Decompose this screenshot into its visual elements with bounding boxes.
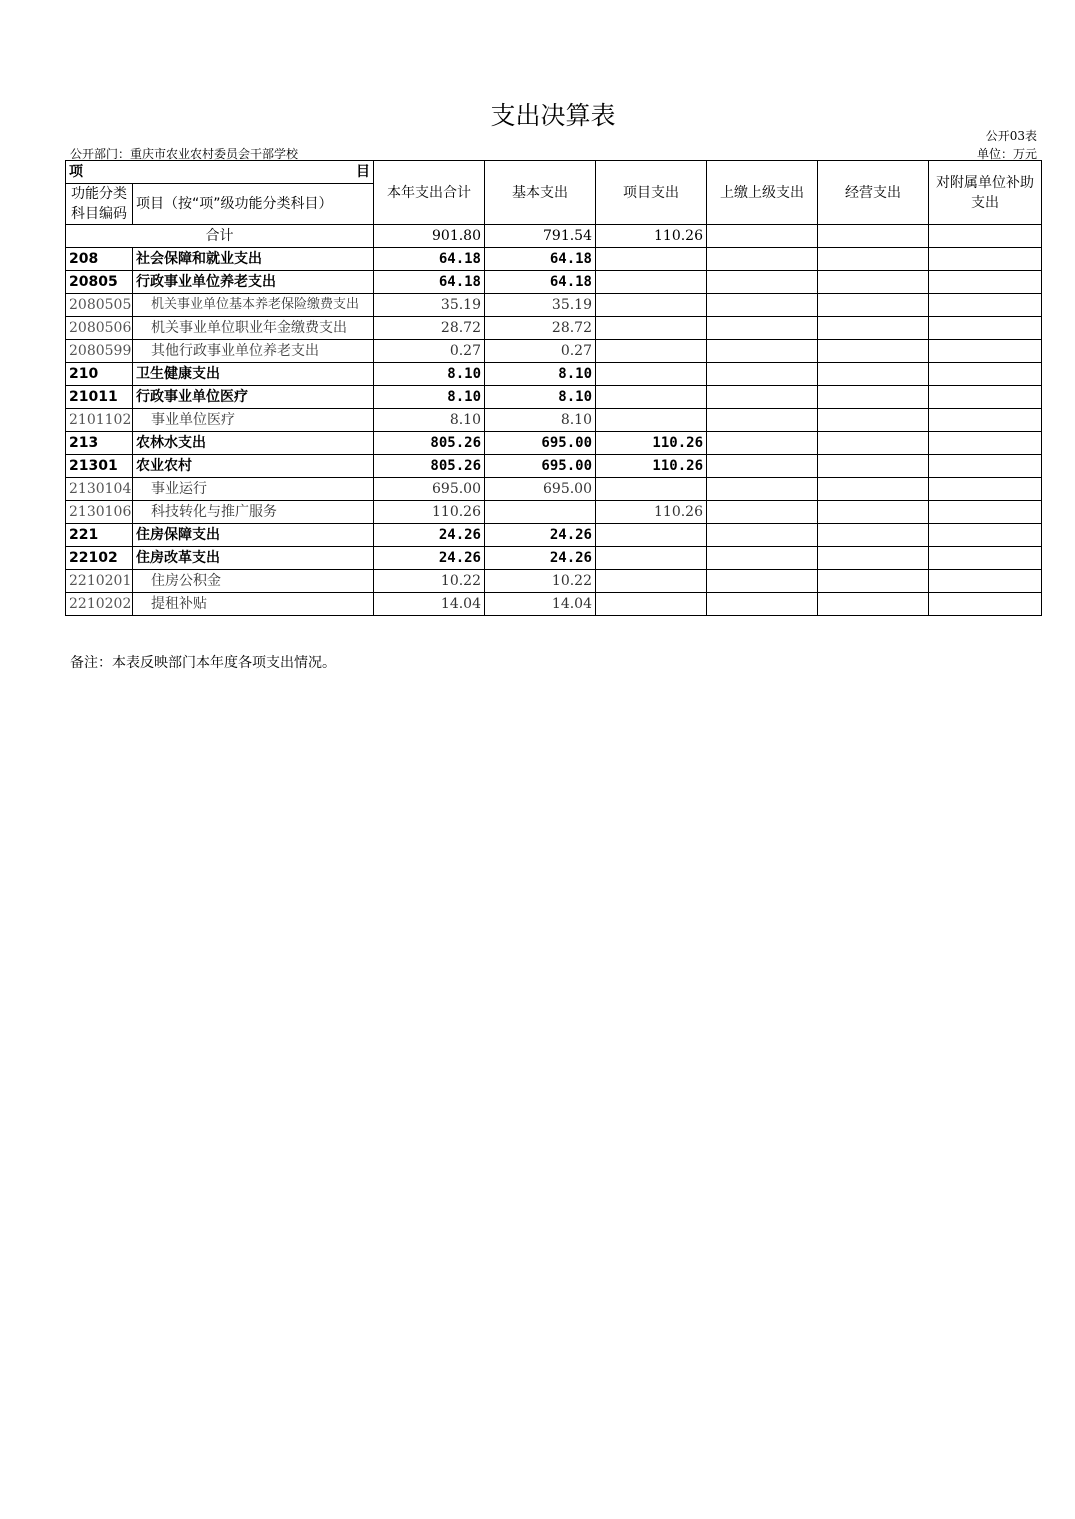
row-basic: 10.22: [485, 570, 596, 593]
row-subsidy: [929, 570, 1042, 593]
header-project: 项目支出: [596, 161, 707, 225]
footnote: 备注：本表反映部门本年度各项支出情况。: [70, 655, 336, 671]
row-upper: [707, 248, 818, 271]
row-total: 8.10: [374, 409, 485, 432]
row-basic: 695.00: [485, 478, 596, 501]
row-project: [596, 570, 707, 593]
row-total: 110.26: [374, 501, 485, 524]
row-upper: [707, 340, 818, 363]
row-subsidy: [929, 478, 1042, 501]
row-code: 213: [66, 432, 133, 455]
row-name: 提租补贴: [133, 593, 374, 616]
table-row: [66, 363, 1042, 386]
row-subsidy: [929, 593, 1042, 616]
table-row: [66, 524, 1042, 547]
table-row: [66, 478, 1042, 501]
row-subsidy: [929, 248, 1042, 271]
row-code: 2130104: [66, 478, 133, 501]
row-name: 事业单位医疗: [133, 409, 374, 432]
row-project: [596, 317, 707, 340]
row-project: [596, 340, 707, 363]
row-code: 21011: [66, 386, 133, 409]
row-total: 14.04: [374, 593, 485, 616]
row-name: 住房公积金: [133, 570, 374, 593]
header-xiang: 项: [69, 164, 83, 180]
row-basic: 8.10: [485, 363, 596, 386]
table-row: [66, 409, 1042, 432]
row-project: 110.26: [596, 455, 707, 478]
row-upper: [707, 317, 818, 340]
row-name: 卫生健康支出: [133, 363, 374, 386]
row-name: 住房改革支出: [133, 547, 374, 570]
table-row: [66, 570, 1042, 593]
row-total: 10.22: [374, 570, 485, 593]
row-subsidy: [929, 317, 1042, 340]
row-basic: 695.00: [485, 455, 596, 478]
table-row: [66, 317, 1042, 340]
row-name: 社会保障和就业支出: [133, 248, 374, 271]
table-row: [66, 294, 1042, 317]
row-business: [818, 317, 929, 340]
row-basic: 14.04: [485, 593, 596, 616]
row-basic: 0.27: [485, 340, 596, 363]
row-name: 农林水支出: [133, 432, 374, 455]
header-code: 功能分类科目编码: [66, 184, 133, 225]
row-upper: [707, 409, 818, 432]
row-code: 22102: [66, 547, 133, 570]
row-subsidy: [929, 340, 1042, 363]
row-project: [596, 593, 707, 616]
row-subsidy: [929, 386, 1042, 409]
header-name: 项目（按“项”级功能分类科目）: [133, 184, 374, 225]
row-subsidy: [929, 547, 1042, 570]
row-basic: 64.18: [485, 271, 596, 294]
row-subsidy: [929, 409, 1042, 432]
table-row: [66, 248, 1042, 271]
table-row: [66, 340, 1042, 363]
row-total: 24.26: [374, 524, 485, 547]
row-project: [596, 524, 707, 547]
header-subsidy: 对附属单位补助支出: [929, 161, 1042, 225]
row-total: 8.10: [374, 363, 485, 386]
row-upper: [707, 501, 818, 524]
table-row: [66, 593, 1042, 616]
header-xiangmu: [66, 161, 374, 184]
header-upper: 上缴上级支出: [707, 161, 818, 225]
header-business: 经营支出: [818, 161, 929, 225]
row-upper: [707, 455, 818, 478]
total-basic: 791.54: [485, 225, 596, 248]
row-basic: 695.00: [485, 432, 596, 455]
table-row: [66, 432, 1042, 455]
row-subsidy: [929, 271, 1042, 294]
row-total: 805.26: [374, 455, 485, 478]
row-basic: 24.26: [485, 524, 596, 547]
row-name: 行政事业单位医疗: [133, 386, 374, 409]
row-basic: 24.26: [485, 547, 596, 570]
row-name: 科技转化与推广服务: [133, 501, 374, 524]
row-business: [818, 340, 929, 363]
row-project: [596, 478, 707, 501]
row-basic: 8.10: [485, 386, 596, 409]
table-row: [66, 386, 1042, 409]
row-name: 事业运行: [133, 478, 374, 501]
row-project: 110.26: [596, 501, 707, 524]
row-business: [818, 478, 929, 501]
row-code: 210: [66, 363, 133, 386]
row-total: 805.26: [374, 432, 485, 455]
row-business: [818, 501, 929, 524]
row-code: 20805: [66, 271, 133, 294]
row-basic: [485, 501, 596, 524]
row-upper: [707, 570, 818, 593]
row-upper: [707, 363, 818, 386]
row-upper: [707, 432, 818, 455]
row-business: [818, 409, 929, 432]
header-mu: 目: [356, 164, 370, 180]
department-label: 公开部门：重庆市农业农村委员会干部学校: [70, 147, 299, 161]
row-project: [596, 409, 707, 432]
row-code: 2210201: [66, 570, 133, 593]
row-subsidy: [929, 455, 1042, 478]
row-name: 机关事业单位职业年金缴费支出: [133, 317, 374, 340]
row-business: [818, 593, 929, 616]
row-total: 64.18: [374, 271, 485, 294]
row-code: 2130106: [66, 501, 133, 524]
table-row: [66, 547, 1042, 570]
header-row-1: [66, 161, 1042, 184]
row-basic: 64.18: [485, 248, 596, 271]
row-code: 2080599: [66, 340, 133, 363]
row-project: [596, 547, 707, 570]
unit-label: 单位：万元: [976, 147, 1037, 161]
row-upper: [707, 386, 818, 409]
row-upper: [707, 294, 818, 317]
row-total: 695.00: [374, 478, 485, 501]
row-project: 110.26: [596, 432, 707, 455]
total-label: 合计: [66, 225, 374, 248]
row-business: [818, 570, 929, 593]
total-project: 110.26: [596, 225, 707, 248]
row-upper: [707, 524, 818, 547]
total-upper: [707, 225, 818, 248]
row-name: 其他行政事业单位养老支出: [133, 340, 374, 363]
row-total: 24.26: [374, 547, 485, 570]
row-subsidy: [929, 524, 1042, 547]
row-total: 28.72: [374, 317, 485, 340]
row-project: [596, 271, 707, 294]
form-number: 公开03表: [985, 129, 1037, 143]
row-upper: [707, 547, 818, 570]
row-total: 64.18: [374, 248, 485, 271]
row-subsidy: [929, 363, 1042, 386]
table-row: [66, 501, 1042, 524]
row-upper: [707, 593, 818, 616]
row-total: 0.27: [374, 340, 485, 363]
row-basic: 8.10: [485, 409, 596, 432]
row-project: [596, 363, 707, 386]
row-business: [818, 363, 929, 386]
row-subsidy: [929, 432, 1042, 455]
row-upper: [707, 271, 818, 294]
table-row: [66, 271, 1042, 294]
row-name: 农业农村: [133, 455, 374, 478]
row-business: [818, 271, 929, 294]
row-total: 8.10: [374, 386, 485, 409]
row-project: [596, 294, 707, 317]
row-business: [818, 524, 929, 547]
total-business: [818, 225, 929, 248]
row-project: [596, 386, 707, 409]
total-subsidy: [929, 225, 1042, 248]
header-total: 本年支出合计: [374, 161, 485, 225]
row-business: [818, 248, 929, 271]
row-basic: 28.72: [485, 317, 596, 340]
total-row: [66, 225, 1042, 248]
row-name: 机关事业单位基本养老保险缴费支出: [133, 294, 374, 317]
row-basic: 35.19: [485, 294, 596, 317]
row-subsidy: [929, 294, 1042, 317]
row-business: [818, 294, 929, 317]
total-total: 901.80: [374, 225, 485, 248]
row-code: 2080506: [66, 317, 133, 340]
row-business: [818, 432, 929, 455]
row-subsidy: [929, 501, 1042, 524]
row-code: 2101102: [66, 409, 133, 432]
page-title: 支出决算表: [490, 101, 616, 130]
row-name: 住房保障支出: [133, 524, 374, 547]
row-project: [596, 248, 707, 271]
row-name: 行政事业单位养老支出: [133, 271, 374, 294]
row-business: [818, 386, 929, 409]
row-code: 208: [66, 248, 133, 271]
row-upper: [707, 478, 818, 501]
expenditure-table: [65, 160, 1042, 616]
table-row: [66, 455, 1042, 478]
row-code: 21301: [66, 455, 133, 478]
row-code: 221: [66, 524, 133, 547]
header-basic: 基本支出: [485, 161, 596, 225]
row-code: 2080505: [66, 294, 133, 317]
row-business: [818, 547, 929, 570]
row-business: [818, 455, 929, 478]
row-total: 35.19: [374, 294, 485, 317]
row-code: 2210202: [66, 593, 133, 616]
